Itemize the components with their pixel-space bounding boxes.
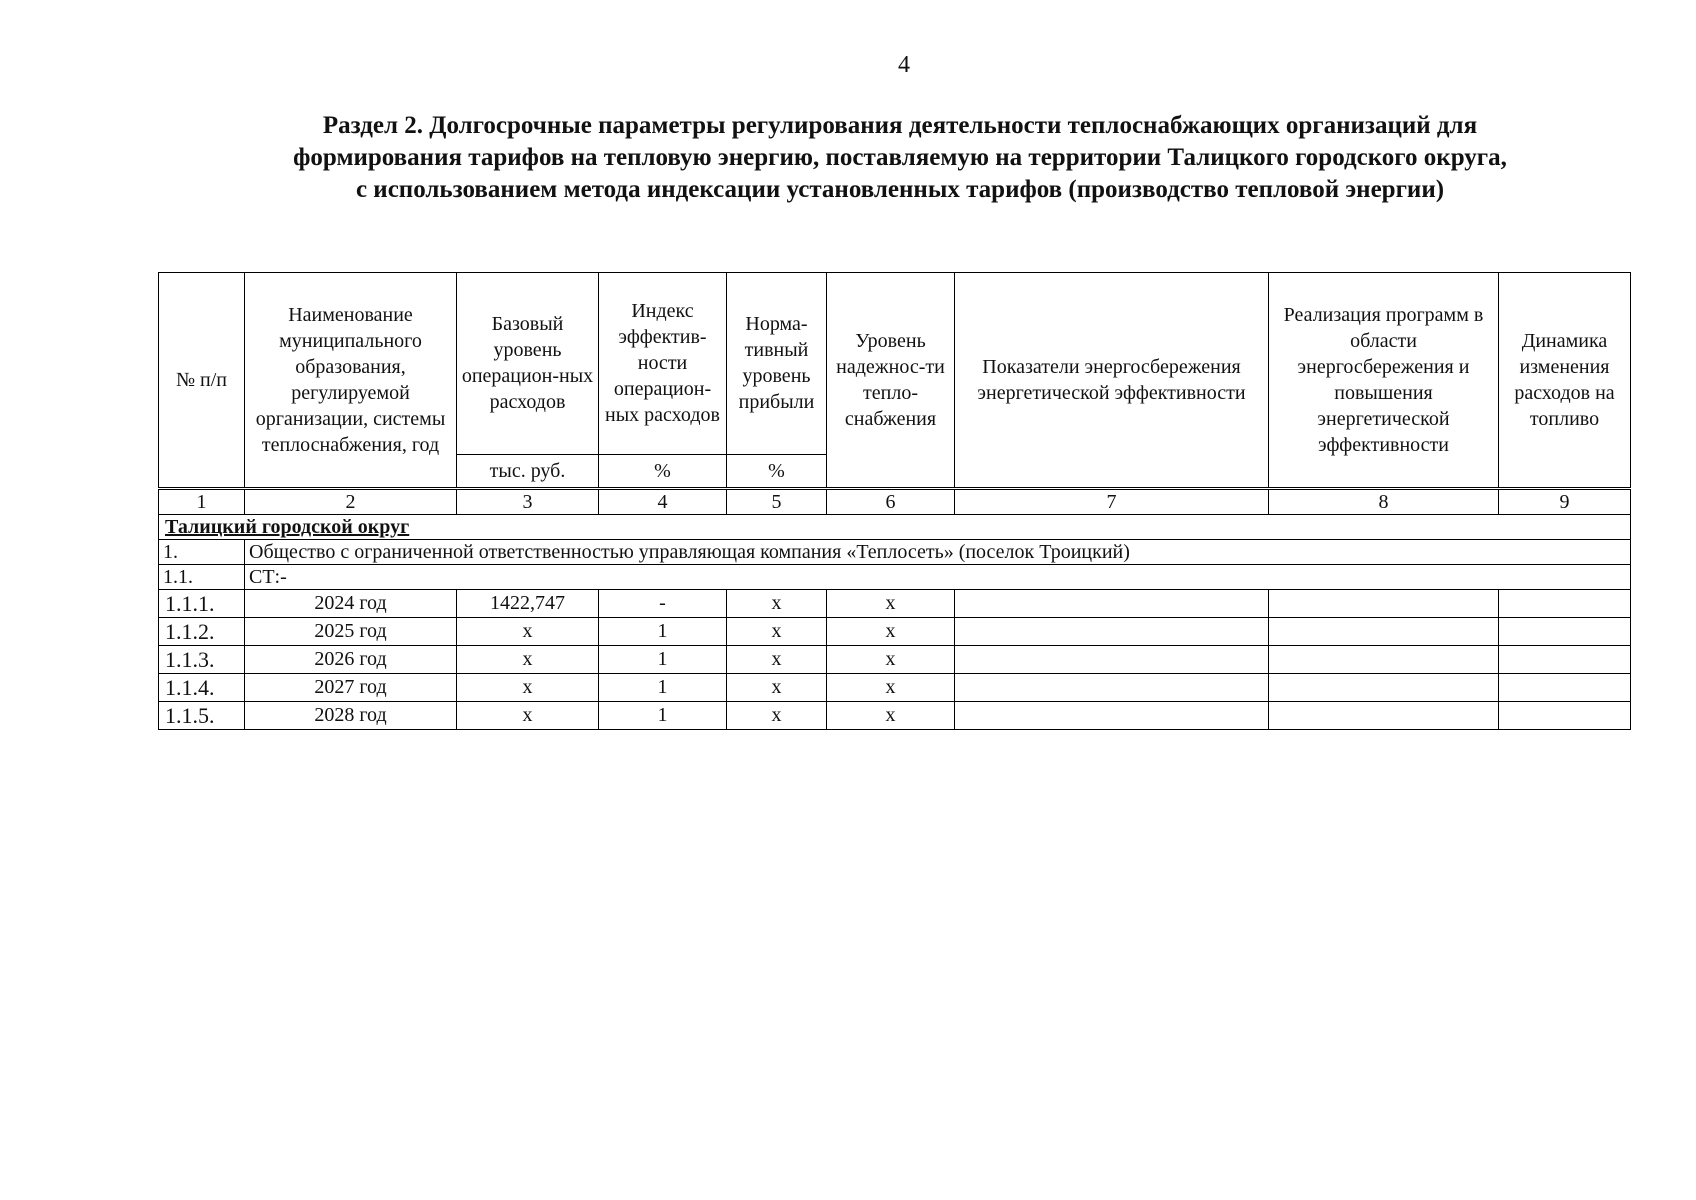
- row-energy-saving: [955, 618, 1269, 646]
- row-reliability: х: [827, 702, 955, 730]
- column-number: 7: [955, 489, 1269, 515]
- row-reliability: х: [827, 590, 955, 618]
- table-row: [159, 646, 1631, 674]
- title-line-1: Раздел 2. Долгосрочные параметры регулирования деятельности теплоснабжающих организаций для: [322, 112, 1478, 139]
- row-code: 1.1.3.: [159, 646, 245, 674]
- title-line-2: формирования тарифов на тепловую энергию, поставляемую на территории Талицкого городского округа,: [293, 144, 1507, 171]
- unit-col-4: %: [599, 454, 727, 488]
- row-year: 2024 год: [245, 590, 457, 618]
- row-code: 1.1.4.: [159, 674, 245, 702]
- row-base-cost: х: [457, 646, 599, 674]
- column-numbers-row: [159, 489, 1631, 515]
- column-number: 5: [727, 489, 827, 515]
- row-reliability: х: [827, 674, 955, 702]
- row-programs: [1269, 618, 1499, 646]
- section-title: [200, 110, 1600, 206]
- header-col-2: Наименование муниципального образования, регулируемой организации, системы теплоснабжения, год: [245, 273, 457, 489]
- row-reliability: х: [827, 618, 955, 646]
- column-number: 4: [599, 489, 727, 515]
- row-energy-saving: [955, 702, 1269, 730]
- header-col-4: Индекс эффектив-ности операцион-ных расходов: [599, 273, 727, 455]
- row-profit-level: х: [727, 618, 827, 646]
- column-number: 6: [827, 489, 955, 515]
- row-efficiency-index: 1: [599, 674, 727, 702]
- header-col-1: № п/п: [159, 273, 245, 489]
- row-year: 2027 год: [245, 674, 457, 702]
- row-code: 1.1.2.: [159, 618, 245, 646]
- row-profit-level: х: [727, 590, 827, 618]
- table-row: [159, 590, 1631, 618]
- header-col-6: Уровень надежнос-ти тепло-снабжения: [827, 273, 955, 489]
- column-number: 8: [1269, 489, 1499, 515]
- org-name: Общество с ограниченной ответственностью управляющая компания «Теплосеть» (поселок Троицкий): [245, 540, 1631, 565]
- header-col-3: Базовый уровень операцион-ных расходов: [457, 273, 599, 455]
- table-row: [159, 674, 1631, 702]
- row-programs: [1269, 702, 1499, 730]
- row-year: 2025 год: [245, 618, 457, 646]
- parameters-table: [158, 272, 1631, 730]
- header-col-9: Динамика изменения расходов на топливо: [1499, 273, 1631, 489]
- row-energy-saving: [955, 646, 1269, 674]
- group-name: Талицкий городской округ: [159, 515, 1631, 540]
- row-base-cost: х: [457, 674, 599, 702]
- row-programs: [1269, 674, 1499, 702]
- row-code: 1.1.1.: [159, 590, 245, 618]
- row-efficiency-index: 1: [599, 618, 727, 646]
- system-row: [159, 565, 1631, 590]
- system-code: 1.1.: [159, 565, 245, 590]
- unit-col-3: тыс. руб.: [457, 454, 599, 488]
- row-base-cost: х: [457, 618, 599, 646]
- row-year: 2026 год: [245, 646, 457, 674]
- table-row: [159, 702, 1631, 730]
- group-row: [159, 515, 1631, 540]
- row-profit-level: х: [727, 646, 827, 674]
- row-code: 1.1.5.: [159, 702, 245, 730]
- row-fuel-dynamics: [1499, 646, 1631, 674]
- organization-row: [159, 540, 1631, 565]
- row-programs: [1269, 590, 1499, 618]
- header-col-8: Реализация программ в области энергосбережения и повышения энергетической эффективности: [1269, 273, 1499, 489]
- column-number: 3: [457, 489, 599, 515]
- row-efficiency-index: 1: [599, 646, 727, 674]
- row-profit-level: х: [727, 702, 827, 730]
- column-number: 9: [1499, 489, 1631, 515]
- column-number: 2: [245, 489, 457, 515]
- unit-col-5: %: [727, 454, 827, 488]
- org-code: 1.: [159, 540, 245, 565]
- row-energy-saving: [955, 590, 1269, 618]
- row-fuel-dynamics: [1499, 618, 1631, 646]
- row-base-cost: 1422,747: [457, 590, 599, 618]
- row-programs: [1269, 646, 1499, 674]
- row-fuel-dynamics: [1499, 674, 1631, 702]
- title-line-3: с использованием метода индексации установленных тарифов (производство тепловой энергии): [355, 176, 1445, 203]
- column-number: 1: [159, 489, 245, 515]
- row-energy-saving: [955, 674, 1269, 702]
- header-row: [159, 273, 1631, 455]
- row-profit-level: х: [727, 674, 827, 702]
- row-efficiency-index: 1: [599, 702, 727, 730]
- header-col-5: Норма-тивный уровень прибыли: [727, 273, 827, 455]
- row-year: 2028 год: [245, 702, 457, 730]
- page-number: 4: [898, 52, 910, 78]
- row-fuel-dynamics: [1499, 702, 1631, 730]
- row-fuel-dynamics: [1499, 590, 1631, 618]
- header-col-7: Показатели энергосбережения энергетической эффективности: [955, 273, 1269, 489]
- row-reliability: х: [827, 646, 955, 674]
- row-base-cost: х: [457, 702, 599, 730]
- table-row: [159, 618, 1631, 646]
- row-efficiency-index: -: [599, 590, 727, 618]
- system-name: СТ:-: [245, 565, 1631, 590]
